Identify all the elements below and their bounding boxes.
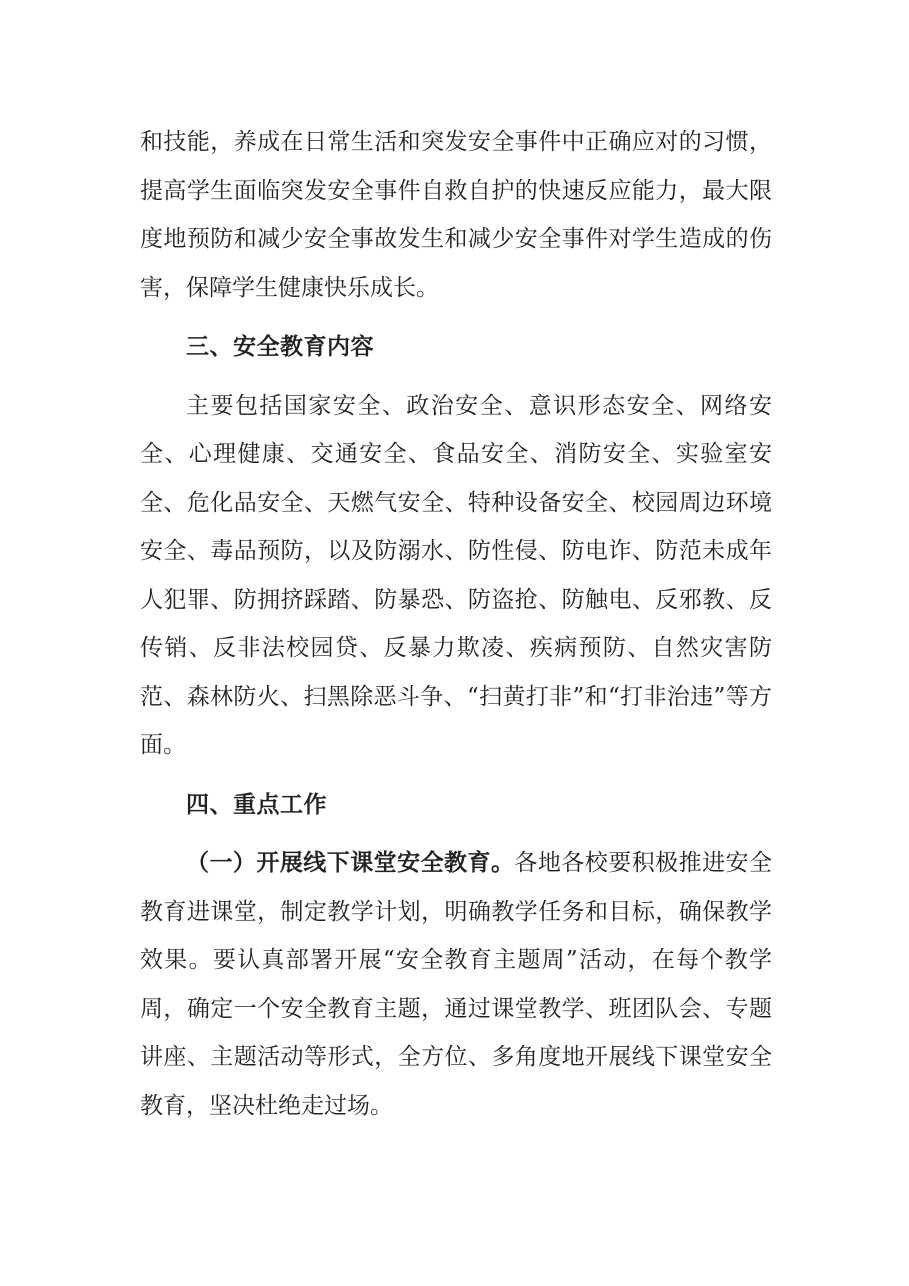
paragraph-section-3: 主要包括国家安全、政治安全、意识形态安全、网络安全、心理健康、交通安全、食品安全、消防安全、实验室安全、危化品安全、天燃气安全、特种设备安全、校园周边环境安全、毒品预防，以及防溺水、防性侵、防电诈、防范未成年人犯罪、防拥挤踩踏、防暴恐、防盗抢、防触电、反邪教、反传销、反非法校园贷、反暴力欺凌、疾病预防、自然灾害防范、森林防火、扫黑除恶斗争、“扫黄打非”和“打非治违”等方面。 bbox=[140, 392, 772, 758]
document-body bbox=[140, 118, 772, 1130]
item-1-title: （一）开展线下课堂安全教育。 bbox=[186, 850, 515, 876]
item-1-body: 各地各校要积极推进安全教育进课堂，制定教学计划，明确教学任务和目标，确保教学效果。要认真部署开展“安全教育主题周”活动，在每个教学周，确定一个安全教育主题，通过课堂教学、班团队会、专题讲座、主题活动等形式，全方位、多角度地开展线下课堂安全教育，坚决杜绝走过场。 bbox=[140, 850, 773, 1119]
paragraph-section-4-item-1 bbox=[140, 839, 772, 1130]
section-heading-4: 四、重点工作 bbox=[186, 791, 327, 818]
section-heading-3: 三、安全教育内容 bbox=[186, 334, 374, 360]
paragraph-intro-continued: 和技能，养成在日常生活和突发安全事件中正确应对的习惯，提高学生面临突发安全事件自救自护的快速反应能力，最大限度地预防和减少安全事故发生和减少安全事件对学生造成的伤害，保障学生健康快乐成长。 bbox=[140, 129, 772, 301]
